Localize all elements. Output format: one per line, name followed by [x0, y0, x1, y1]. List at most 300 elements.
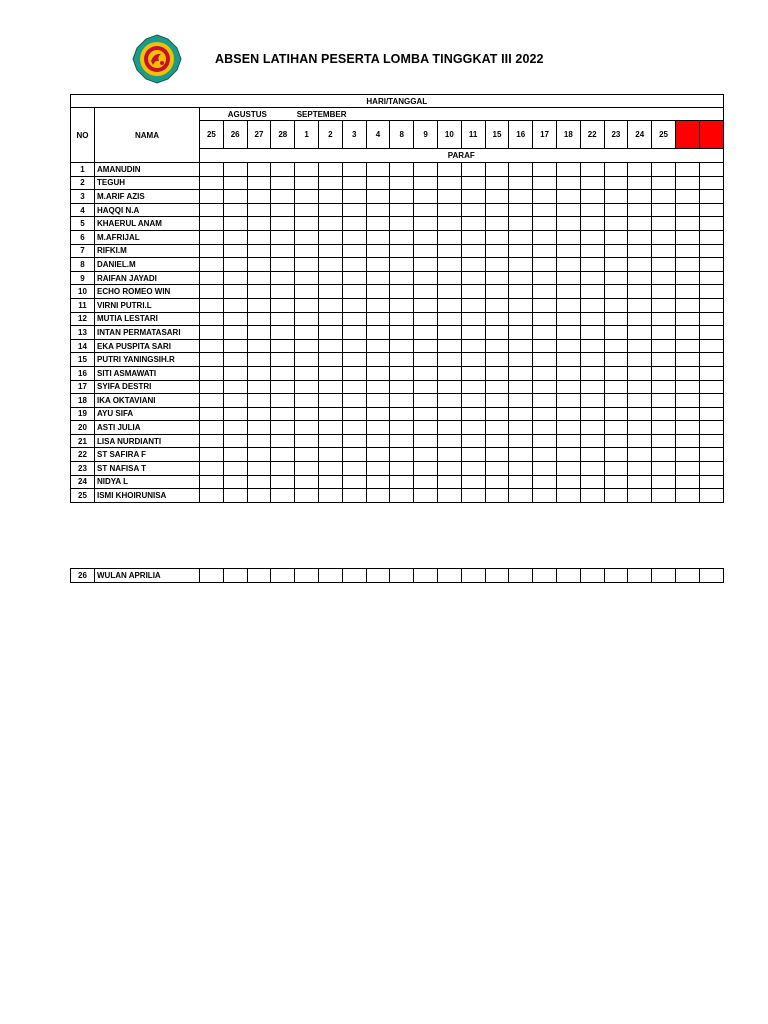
signature-cell — [509, 326, 533, 340]
signature-cell — [604, 258, 628, 272]
signature-cell — [652, 448, 676, 462]
row-number: 16 — [71, 366, 95, 380]
signature-cell — [652, 258, 676, 272]
signature-cell — [342, 353, 366, 367]
signature-cell — [223, 434, 247, 448]
signature-cell — [390, 394, 414, 408]
signature-cell — [342, 475, 366, 489]
signature-cell — [318, 203, 342, 217]
signature-cell — [533, 285, 557, 299]
signature-cell — [604, 462, 628, 476]
signature-cell — [580, 244, 604, 258]
table-row — [71, 203, 724, 217]
signature-cell — [200, 203, 224, 217]
signature-cell — [342, 285, 366, 299]
row-number: 3 — [71, 190, 95, 204]
signature-cell — [485, 366, 509, 380]
row-number: 14 — [71, 339, 95, 353]
signature-cell — [390, 407, 414, 421]
signature-cell — [366, 217, 390, 231]
signature-cell — [271, 258, 295, 272]
participant-name: ASTI JULIA — [95, 421, 200, 435]
signature-cell — [628, 339, 652, 353]
signature-cell — [699, 203, 723, 217]
signature-cell — [318, 353, 342, 367]
signature-cell — [414, 569, 438, 583]
signature-cell — [223, 353, 247, 367]
signature-cell — [580, 217, 604, 231]
signature-cell — [604, 475, 628, 489]
signature-cell — [390, 421, 414, 435]
signature-cell — [580, 489, 604, 503]
signature-cell — [580, 353, 604, 367]
signature-cell — [556, 230, 580, 244]
signature-cell — [604, 326, 628, 340]
signature-cell — [556, 569, 580, 583]
table-row — [71, 326, 724, 340]
signature-cell — [200, 285, 224, 299]
signature-cell — [390, 298, 414, 312]
signature-cell — [675, 312, 699, 326]
signature-cell — [628, 569, 652, 583]
signature-cell — [533, 312, 557, 326]
signature-cell — [461, 312, 485, 326]
signature-cell — [414, 312, 438, 326]
signature-cell — [652, 475, 676, 489]
signature-cell — [461, 394, 485, 408]
row-number: 23 — [71, 462, 95, 476]
signature-cell — [342, 258, 366, 272]
signature-cell — [509, 203, 533, 217]
signature-cell — [675, 217, 699, 231]
signature-cell — [533, 366, 557, 380]
signature-cell — [271, 298, 295, 312]
signature-cell — [533, 421, 557, 435]
signature-cell — [318, 163, 342, 177]
participant-name: MUTIA LESTARI — [95, 312, 200, 326]
signature-cell — [414, 230, 438, 244]
signature-cell — [652, 163, 676, 177]
signature-cell — [366, 489, 390, 503]
date-cell: 1 — [295, 121, 319, 149]
attendance-table — [70, 94, 724, 503]
signature-cell — [675, 163, 699, 177]
signature-cell — [223, 339, 247, 353]
signature-cell — [414, 380, 438, 394]
date-cell: 23 — [604, 121, 628, 149]
signature-cell — [533, 339, 557, 353]
signature-cell — [485, 163, 509, 177]
signature-cell — [628, 176, 652, 190]
signature-cell — [509, 258, 533, 272]
signature-cell — [223, 203, 247, 217]
signature-cell — [437, 353, 461, 367]
table-row — [71, 190, 724, 204]
signature-cell — [675, 380, 699, 394]
signature-cell — [628, 190, 652, 204]
signature-cell — [366, 434, 390, 448]
signature-cell — [223, 462, 247, 476]
participant-name: AMANUDIN — [95, 163, 200, 177]
signature-cell — [437, 258, 461, 272]
signature-cell — [437, 475, 461, 489]
signature-cell — [533, 298, 557, 312]
signature-cell — [200, 475, 224, 489]
signature-cell — [437, 298, 461, 312]
signature-cell — [652, 190, 676, 204]
signature-cell — [699, 407, 723, 421]
signature-cell — [461, 434, 485, 448]
signature-cell — [390, 244, 414, 258]
signature-cell — [200, 407, 224, 421]
signature-cell — [580, 271, 604, 285]
row-number: 2 — [71, 176, 95, 190]
signature-cell — [295, 407, 319, 421]
signature-cell — [485, 380, 509, 394]
table-row — [71, 353, 724, 367]
signature-cell — [390, 380, 414, 394]
signature-cell — [295, 353, 319, 367]
signature-cell — [509, 394, 533, 408]
signature-cell — [295, 298, 319, 312]
signature-cell — [461, 475, 485, 489]
signature-cell — [699, 434, 723, 448]
signature-cell — [509, 569, 533, 583]
signature-cell — [342, 217, 366, 231]
signature-cell — [200, 230, 224, 244]
day-date-header: HARI/TANGGAL — [71, 95, 724, 108]
signature-cell — [414, 244, 438, 258]
date-cell: 28 — [271, 121, 295, 149]
signature-cell — [366, 298, 390, 312]
signature-cell — [556, 326, 580, 340]
signature-cell — [271, 394, 295, 408]
signature-cell — [223, 448, 247, 462]
signature-cell — [200, 366, 224, 380]
date-cell: 22 — [580, 121, 604, 149]
signature-cell — [461, 163, 485, 177]
signature-cell — [295, 285, 319, 299]
signature-cell — [295, 244, 319, 258]
signature-cell — [509, 462, 533, 476]
signature-cell — [223, 569, 247, 583]
signature-cell — [295, 475, 319, 489]
signature-cell — [366, 394, 390, 408]
signature-cell — [414, 190, 438, 204]
signature-cell — [556, 489, 580, 503]
signature-cell — [604, 244, 628, 258]
signature-cell — [652, 366, 676, 380]
signature-cell — [604, 285, 628, 299]
signature-cell — [675, 434, 699, 448]
signature-cell — [271, 462, 295, 476]
row-number: 15 — [71, 353, 95, 367]
signature-cell — [318, 366, 342, 380]
signature-cell — [437, 380, 461, 394]
signature-cell — [485, 258, 509, 272]
signature-cell — [223, 230, 247, 244]
signature-cell — [223, 312, 247, 326]
signature-cell — [414, 394, 438, 408]
col-no-header: NO — [71, 108, 95, 163]
date-cell: 8 — [390, 121, 414, 149]
signature-cell — [223, 163, 247, 177]
signature-cell — [533, 569, 557, 583]
signature-cell — [628, 326, 652, 340]
signature-cell — [699, 312, 723, 326]
signature-cell — [295, 176, 319, 190]
signature-cell — [652, 421, 676, 435]
signature-cell — [580, 407, 604, 421]
signature-cell — [556, 462, 580, 476]
signature-cell — [271, 203, 295, 217]
signature-cell — [223, 190, 247, 204]
signature-cell — [295, 421, 319, 435]
row-number: 25 — [71, 489, 95, 503]
signature-cell — [414, 163, 438, 177]
signature-cell — [414, 434, 438, 448]
signature-cell — [414, 407, 438, 421]
signature-cell — [461, 258, 485, 272]
signature-cell — [342, 366, 366, 380]
row-number: 10 — [71, 285, 95, 299]
signature-cell — [556, 244, 580, 258]
signature-cell — [390, 489, 414, 503]
signature-cell — [437, 312, 461, 326]
month-august: AGUSTUS — [200, 108, 295, 121]
signature-cell — [675, 407, 699, 421]
signature-cell — [628, 285, 652, 299]
signature-cell — [675, 244, 699, 258]
page-title: ABSEN LATIHAN PESERTA LOMBA TINGGKAT III 2022 — [215, 52, 544, 66]
signature-cell — [628, 271, 652, 285]
signature-cell — [342, 271, 366, 285]
signature-cell — [295, 339, 319, 353]
signature-cell — [247, 271, 271, 285]
signature-cell — [342, 421, 366, 435]
signature-cell — [366, 244, 390, 258]
signature-cell — [342, 462, 366, 476]
signature-cell — [604, 271, 628, 285]
signature-cell — [556, 394, 580, 408]
signature-cell — [342, 489, 366, 503]
signature-cell — [366, 475, 390, 489]
signature-cell — [509, 353, 533, 367]
signature-cell — [652, 326, 676, 340]
signature-cell — [556, 285, 580, 299]
signature-cell — [390, 176, 414, 190]
signature-cell — [247, 366, 271, 380]
signature-cell — [604, 380, 628, 394]
date-cell: 27 — [247, 121, 271, 149]
signature-cell — [271, 448, 295, 462]
signature-cell — [533, 407, 557, 421]
signature-cell — [604, 448, 628, 462]
signature-cell — [223, 407, 247, 421]
signature-cell — [366, 312, 390, 326]
signature-cell — [271, 489, 295, 503]
signature-cell — [437, 569, 461, 583]
signature-cell — [414, 353, 438, 367]
row-number: 20 — [71, 421, 95, 435]
signature-cell — [556, 312, 580, 326]
signature-cell — [652, 489, 676, 503]
table-row — [71, 448, 724, 462]
signature-cell — [604, 421, 628, 435]
signature-cell — [699, 394, 723, 408]
signature-cell — [414, 339, 438, 353]
signature-cell — [485, 434, 509, 448]
signature-cell — [318, 489, 342, 503]
signature-cell — [200, 326, 224, 340]
signature-cell — [652, 285, 676, 299]
table-row — [71, 217, 724, 231]
row-number: 7 — [71, 244, 95, 258]
signature-cell — [271, 434, 295, 448]
signature-cell — [271, 244, 295, 258]
signature-cell — [461, 244, 485, 258]
signature-cell — [556, 203, 580, 217]
signature-cell — [461, 203, 485, 217]
row-number: 18 — [71, 394, 95, 408]
signature-cell — [318, 298, 342, 312]
signature-cell — [604, 203, 628, 217]
signature-cell — [271, 339, 295, 353]
signature-cell — [533, 244, 557, 258]
date-cell: 3 — [342, 121, 366, 149]
participant-name: PUTRI YANINGSIH.R — [95, 353, 200, 367]
signature-cell — [247, 421, 271, 435]
signature-cell — [437, 163, 461, 177]
date-cell: 17 — [533, 121, 557, 149]
signature-cell — [604, 394, 628, 408]
signature-cell — [437, 421, 461, 435]
signature-cell — [295, 271, 319, 285]
signature-cell — [580, 285, 604, 299]
signature-cell — [509, 434, 533, 448]
signature-cell — [414, 421, 438, 435]
signature-cell — [437, 462, 461, 476]
participant-name: AYU SIFA — [95, 407, 200, 421]
signature-cell — [437, 190, 461, 204]
signature-cell — [223, 366, 247, 380]
participant-name: ISMI KHOIRUNISA — [95, 489, 200, 503]
signature-cell — [437, 489, 461, 503]
signature-cell — [342, 312, 366, 326]
signature-cell — [247, 339, 271, 353]
signature-cell — [533, 203, 557, 217]
table-row — [71, 339, 724, 353]
signature-cell — [390, 448, 414, 462]
signature-cell — [485, 489, 509, 503]
signature-cell — [247, 475, 271, 489]
signature-cell — [366, 462, 390, 476]
signature-cell — [604, 217, 628, 231]
signature-cell — [437, 326, 461, 340]
signature-cell — [295, 434, 319, 448]
signature-cell — [271, 366, 295, 380]
signature-cell — [533, 489, 557, 503]
signature-cell — [366, 353, 390, 367]
signature-cell — [223, 285, 247, 299]
signature-cell — [318, 176, 342, 190]
participant-name: ST NAFISA T — [95, 462, 200, 476]
row-number: 21 — [71, 434, 95, 448]
signature-cell — [200, 394, 224, 408]
participant-name: IKA OKTAVIANI — [95, 394, 200, 408]
signature-cell — [247, 230, 271, 244]
signature-cell — [366, 421, 390, 435]
signature-cell — [318, 407, 342, 421]
signature-cell — [200, 244, 224, 258]
signature-cell — [628, 163, 652, 177]
row-number: 9 — [71, 271, 95, 285]
signature-cell — [366, 326, 390, 340]
signature-cell — [461, 271, 485, 285]
table-row — [71, 380, 724, 394]
signature-cell — [342, 176, 366, 190]
row-number: 8 — [71, 258, 95, 272]
signature-cell — [628, 298, 652, 312]
signature-cell — [200, 448, 224, 462]
signature-cell — [556, 448, 580, 462]
signature-cell — [390, 230, 414, 244]
signature-cell — [342, 203, 366, 217]
signature-cell — [295, 230, 319, 244]
signature-cell — [675, 394, 699, 408]
signature-cell — [295, 312, 319, 326]
signature-cell — [223, 421, 247, 435]
signature-cell — [580, 176, 604, 190]
signature-cell — [200, 190, 224, 204]
signature-cell — [699, 569, 723, 583]
signature-cell — [342, 448, 366, 462]
signature-cell — [509, 285, 533, 299]
table-row — [71, 366, 724, 380]
signature-cell — [580, 448, 604, 462]
signature-cell — [652, 298, 676, 312]
table-row — [71, 407, 724, 421]
signature-cell — [485, 448, 509, 462]
date-cell: 25 — [652, 121, 676, 149]
signature-header: PARAF — [200, 149, 724, 163]
signature-cell — [437, 366, 461, 380]
signature-cell — [509, 312, 533, 326]
signature-cell — [675, 475, 699, 489]
signature-cell — [461, 230, 485, 244]
signature-cell — [652, 407, 676, 421]
signature-cell — [461, 176, 485, 190]
signature-cell — [247, 489, 271, 503]
signature-cell — [699, 380, 723, 394]
signature-cell — [652, 203, 676, 217]
signature-cell — [200, 489, 224, 503]
signature-cell — [295, 462, 319, 476]
table-row — [71, 394, 724, 408]
signature-cell — [699, 163, 723, 177]
signature-cell — [200, 434, 224, 448]
signature-cell — [414, 326, 438, 340]
signature-cell — [509, 366, 533, 380]
signature-cell — [342, 569, 366, 583]
signature-cell — [485, 326, 509, 340]
signature-cell — [675, 271, 699, 285]
signature-cell — [247, 298, 271, 312]
participant-name: EKA PUSPITA SARI — [95, 339, 200, 353]
signature-cell — [390, 434, 414, 448]
signature-cell — [533, 163, 557, 177]
signature-cell — [675, 353, 699, 367]
